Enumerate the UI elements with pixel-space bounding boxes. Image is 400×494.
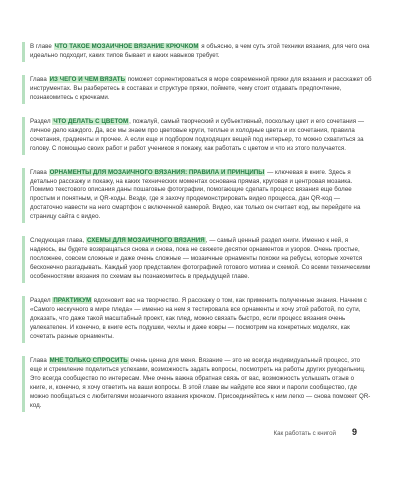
chapter-highlight: ОРНАМЕНТЫ ДЛЯ МОЗАИЧНОГО ВЯЗАНИЯ: ПРАВИЛА И ПРИНЦИПЫ	[49, 168, 265, 176]
paragraph: Раздел ПРАКТИКУМ вдохновит вас на творчество. Я расскажу о том, как применить полученные знания. Начнем с «Самого нескучного в мире пледа» — именно на нем я тестировала все орнаменты и хочу этой работой, по сути, доказать, что даже такой масштабный проект, как плед, можно связать быстро, если процесс вязания очень увлекателен. И конечно, в книге есть подушки, чехлы и даже ковры — посмотрим на конкретных моделях, как сочетать разные орнаменты.	[30, 297, 367, 340]
paragraph: Глава ОРНАМЕНТЫ ДЛЯ МОЗАИЧНОГО ВЯЗАНИЯ: ПРАВИЛА И ПРИНЦИПЫ — ключевая в книге. Здесь я детально расскажу и покажу, на каких технических моментах основана прямая, круговая и центровая мозаика. Помимо текстового описания даны пошаговые фотографии, помогающие сделать процесс вязания еще более простым и понятным, и QR-коды. Везде, где я захочу продемонстрировать видео процесса, дан QR-код — достаточно навести на него смартфон с включенной камерой. Видео, как только он считает код, вы перейдете на страницу сайта с видео.	[30, 168, 361, 221]
chapter-highlight: ПРАКТИКУМ	[53, 297, 92, 305]
page-footer	[274, 427, 357, 437]
chapter-highlight: ЧТО ТАКОЕ МОЗАИЧНОЕ ВЯЗАНИЕ КРЮЧКОМ	[54, 43, 199, 50]
paragraph-block	[22, 115, 372, 157]
page-body	[22, 40, 372, 423]
page-number: 9	[351, 427, 357, 437]
paragraph: Раздел ЧТО ДЕЛАТЬ С ЦВЕТОМ, пожалуй, самый творческий и субъективный, поскольку цвет и его сочетания — личное дело каждого. Да, все мы знаем про цветовые круги, теплые и холодные цвета и их сочетания, правила сочетания, градиенты и прочее. А если еще и подбором подходящих вещей под интерьер, то можно схватиться за голову. С помощью своих работ и работ учеников я покажу, как работать с цветом и что из этого получается.	[30, 117, 365, 152]
paragraph: В главе ЧТО ТАКОЕ МОЗАИЧНОЕ ВЯЗАНИЕ КРЮЧКОМ я объясню, в чем суть этой техники вязания, для чего она идеально подходит, каких типов бывает и каких навыков требует.	[30, 43, 370, 59]
paragraph-block	[22, 73, 372, 106]
chapter-highlight: ЧТО ДЕЛАТЬ С ЦВЕТОМ	[53, 117, 129, 125]
paragraph: Следующая глава, СХЕМЫ ДЛЯ МОЗАИЧНОГО ВЯЗАНИЯ, — самый ценный раздел книги. Именно к ней, я надеюсь, вы будете возвращаться снова и снова, пока не свяжете десятки орнаментов и узоров. Очень простые, посложнее, совсем сложные и даже очень сложные — мозаичные орнаменты похожи на ребусы, которые хочется бесконечно разгадывать. Каждый узор представлен фотографией готового мотива и схемой. Со всеми техническими особенностями вязания по схемам вы познакомитесь в предыдущей главе.	[30, 237, 371, 281]
running-footer-title: Как работать с книгой	[273, 430, 336, 437]
chapter-highlight: СХЕМЫ ДЛЯ МОЗАИЧНОГО ВЯЗАНИЯ	[87, 237, 205, 245]
paragraph-block	[22, 166, 372, 226]
paragraph-block	[22, 294, 372, 345]
chapter-highlight: МНЕ ТОЛЬКО СПРОСИТЬ	[49, 356, 128, 364]
chapter-highlight: ИЗ ЧЕГО И ЧЕМ ВЯЗАТЬ	[49, 75, 126, 83]
paragraph-block	[22, 354, 372, 414]
paragraph: Глава ИЗ ЧЕГО И ЧЕМ ВЯЗАТЬ поможет сориентироваться в море современной пряжи для вязания и расскажет об инструментах. Вы разберетесь в составах и структуре пряжи, поймете, чему стоит отдавать предпочтение, познакомитесь с крючками.	[30, 75, 372, 101]
paragraph: Глава МНЕ ТОЛЬКО СПРОСИТЬ очень ценна для меня. Вязание — это не всегда индивидуальный процесс, это еще и стремление поделиться успехами, возможность задать вопросы, посмотреть на работы других рукодельниц. Это всегда сообщество по интересам. Мне очень важна обратная связь от вас, возможность услышать отзыв о книге, и, конечно, я хочу ответить на ваши вопросы. В этой главе вы найдете все явки и пароли сообщество, где можно пообщаться с любителями мозаичного вязания крючком. Присоединяйтесь к ним легко — снова поможет QR-код.	[30, 356, 371, 409]
paragraph-block	[22, 40, 372, 64]
paragraph-block	[22, 234, 372, 285]
